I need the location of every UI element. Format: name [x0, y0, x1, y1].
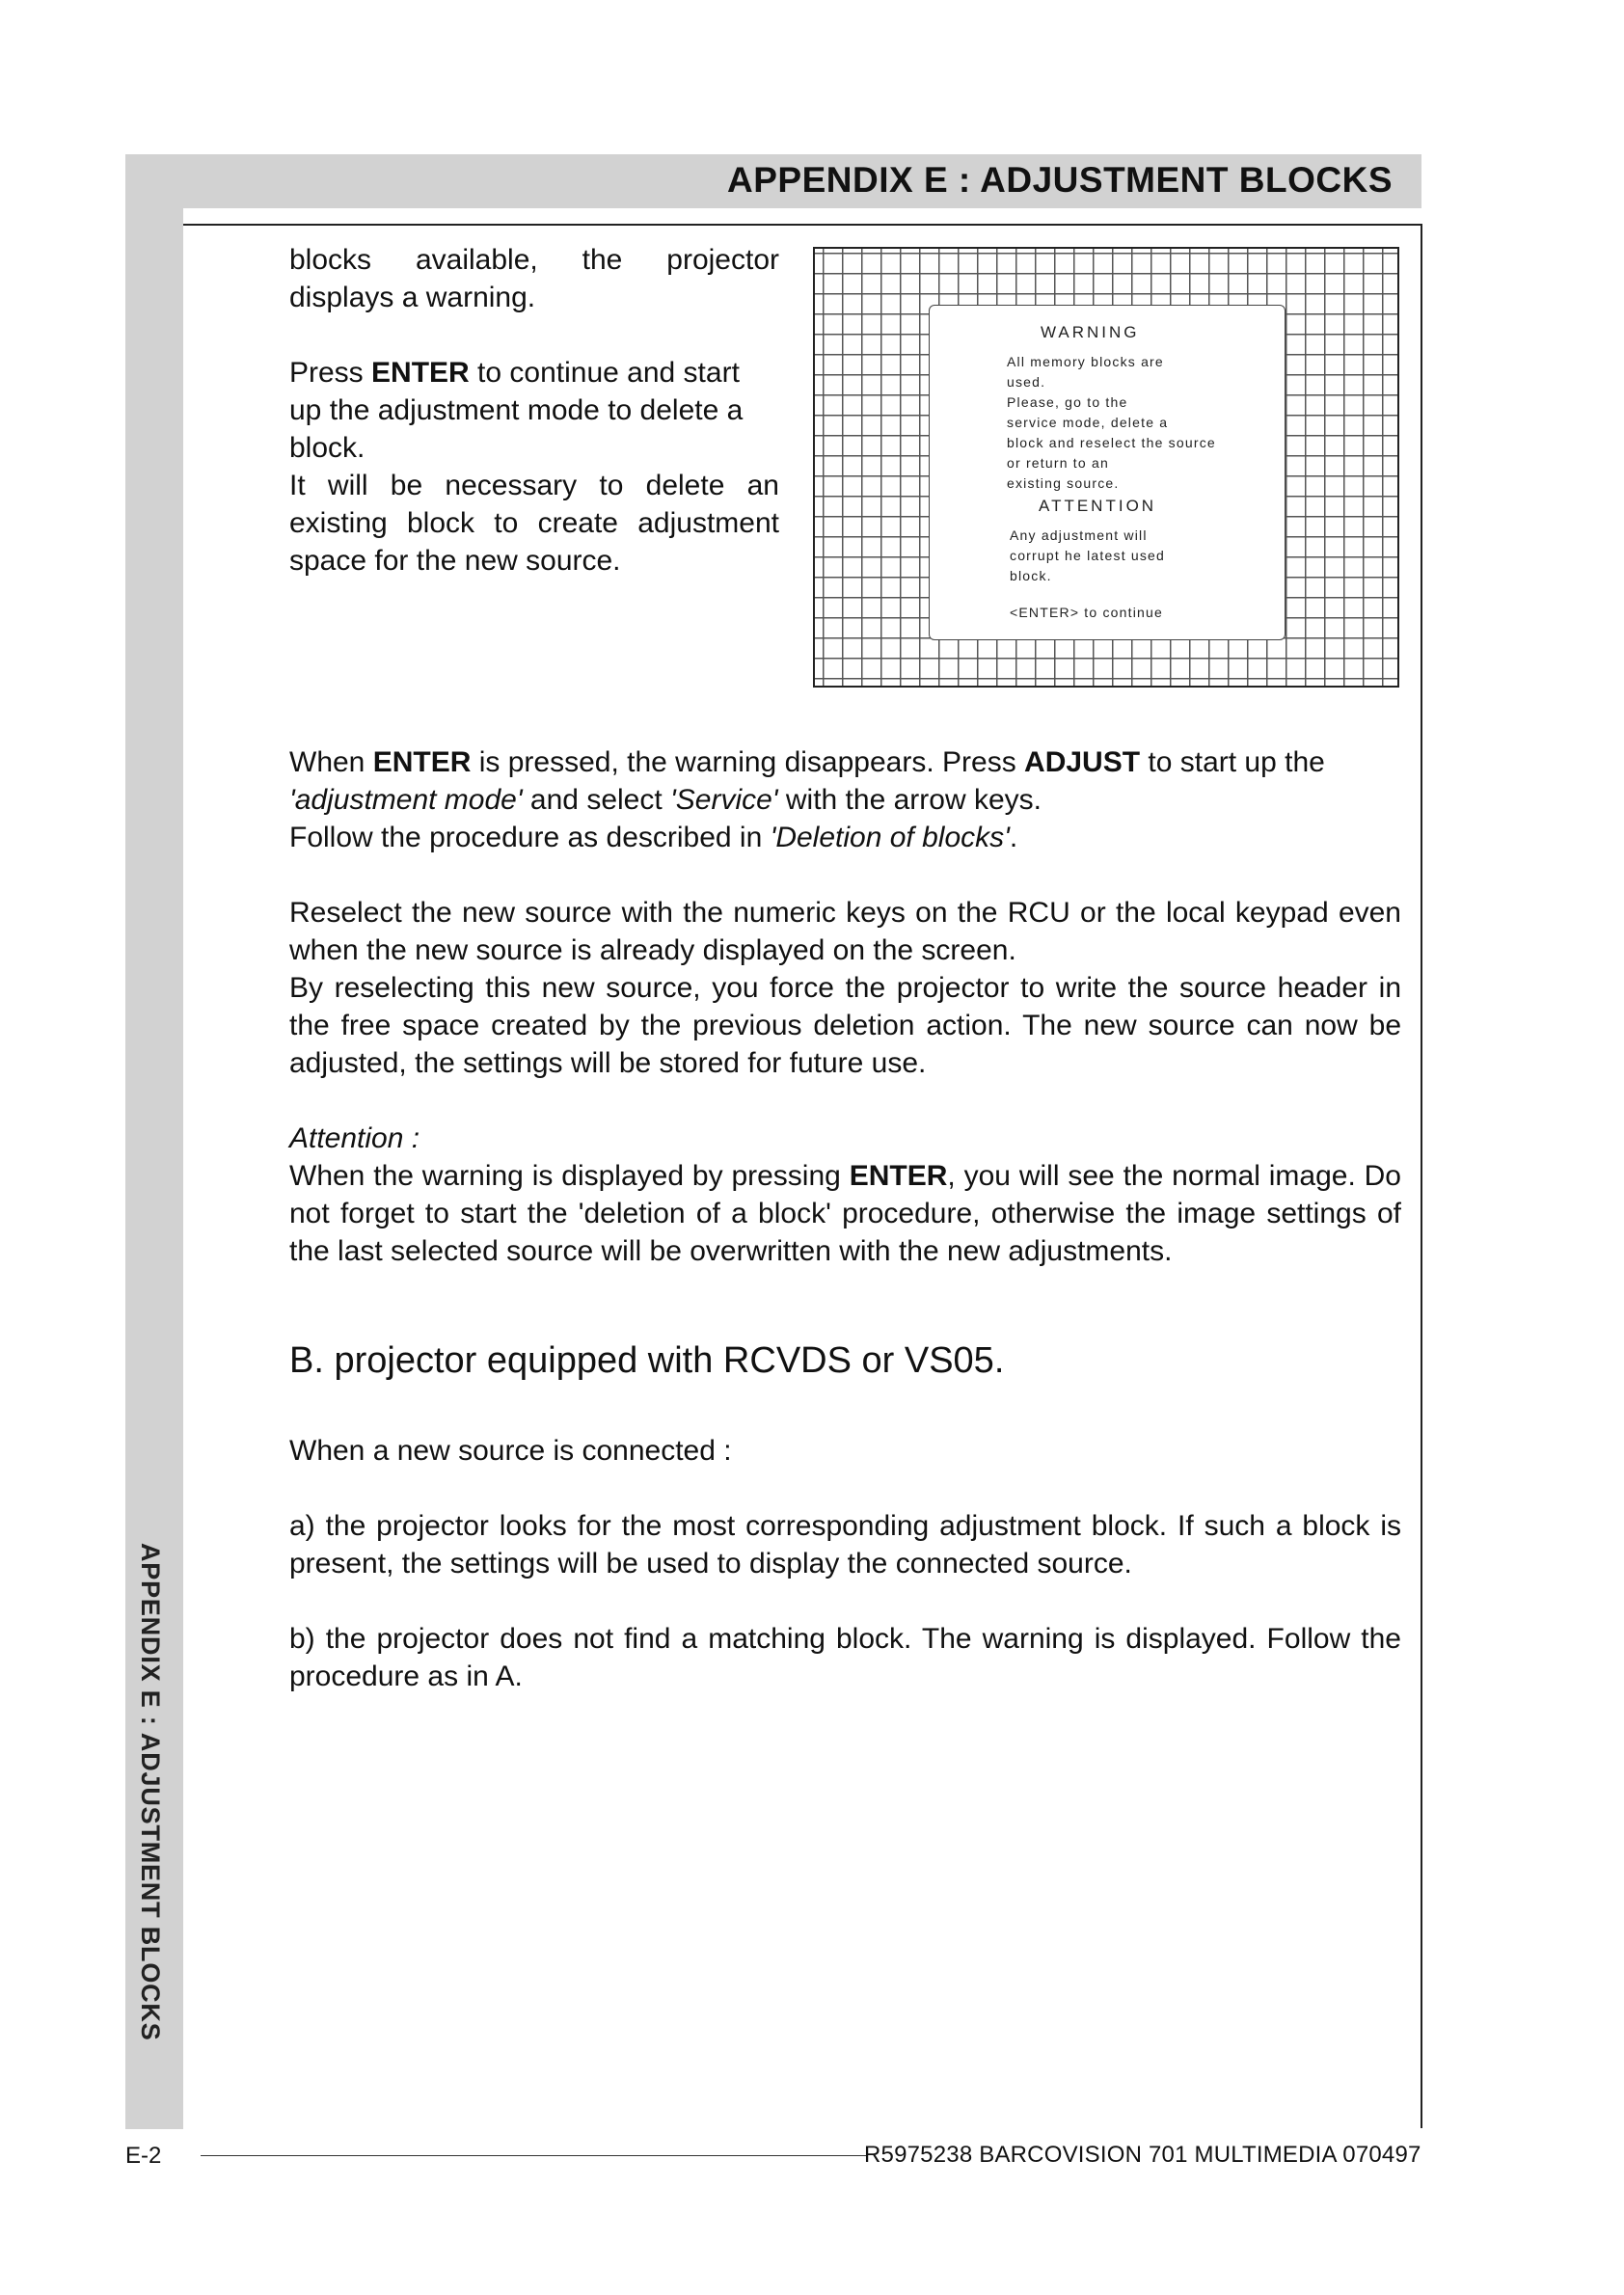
section-b-paragraph-2: a) the projector looks for the most corresponding adjustment block. If such a block is present, the settings will be used to display the connected source. — [289, 1510, 1401, 1580]
top-rule — [183, 224, 1421, 226]
attention-paragraph: When the warning is displayed by pressing ENTER, you will see the normal image. Do not forget to start the 'deletion of a block' procedure, otherwise the image settings of the last selected source will be overwritten with the new adjustments. — [289, 1160, 1401, 1267]
attention-label: Attention : — [289, 1122, 420, 1154]
section-b-heading: B. projector equipped with RCVDS or VS05. — [289, 1340, 1005, 1381]
section-b-text — [289, 1432, 1401, 1695]
intro-paragraph-3: It will be necessary to delete an existing block to create adjustment space for the new source. — [289, 470, 779, 577]
enter-paragraph: When ENTER is pressed, the warning disappears. Press ADJUST to start up the 'adjustment mode' and select 'Service' with the arrow keys. Follow the procedure as described in 'Deletion of blocks'. — [289, 746, 1325, 853]
intro-text — [289, 241, 779, 580]
attention-title: ATTENTION — [1039, 497, 1157, 515]
warning-title: WARNING — [1041, 323, 1140, 341]
page-title: APPENDIX E : ADJUSTMENT BLOCKS — [727, 160, 1393, 200]
intro-paragraph-2: Press ENTER to continue and start up the adjustment mode to delete a block. — [289, 357, 744, 464]
reselect-paragraph-1: Reselect the new source with the numeric keys on the RCU or the local keypad even when the new source is already displayed on the screen. — [289, 897, 1401, 966]
page-number: E-2 — [125, 2143, 162, 2169]
side-title: APPENDIX E : ADJUSTMENT BLOCKS — [136, 1543, 165, 2041]
document-reference: R5975238 BARCOVISION 701 MULTIMEDIA 070497 — [864, 2142, 1421, 2168]
main-text — [289, 743, 1401, 1270]
warning-message: All memory blocks are used. Please, go to the service mode, delete a block and reselect the source or return to an existing source. — [1007, 354, 1216, 491]
attention-message: Any adjustment will corrupt he latest used block. — [1010, 527, 1166, 583]
header-bar — [125, 154, 1421, 208]
right-rule — [1421, 224, 1422, 2128]
warning-dialog — [929, 305, 1286, 640]
intro-paragraph-1: blocks available, the projector displays a warning. — [289, 244, 779, 313]
section-b-paragraph-3: b) the projector does not find a matching block. The warning is displayed. Follow the procedure as in A. — [289, 1623, 1401, 1692]
continue-prompt: <ENTER> to continue — [1010, 605, 1163, 620]
projector-screen-illustration — [813, 247, 1399, 688]
reselect-paragraph-2: By reselecting this new source, you force the projector to write the source header in the free space created by the previous deletion action. The new source can now be adjusted, the settings will be stored for future use. — [289, 972, 1401, 1079]
footer-rule — [201, 2155, 866, 2156]
section-b-paragraph-1: When a new source is connected : — [289, 1435, 732, 1467]
